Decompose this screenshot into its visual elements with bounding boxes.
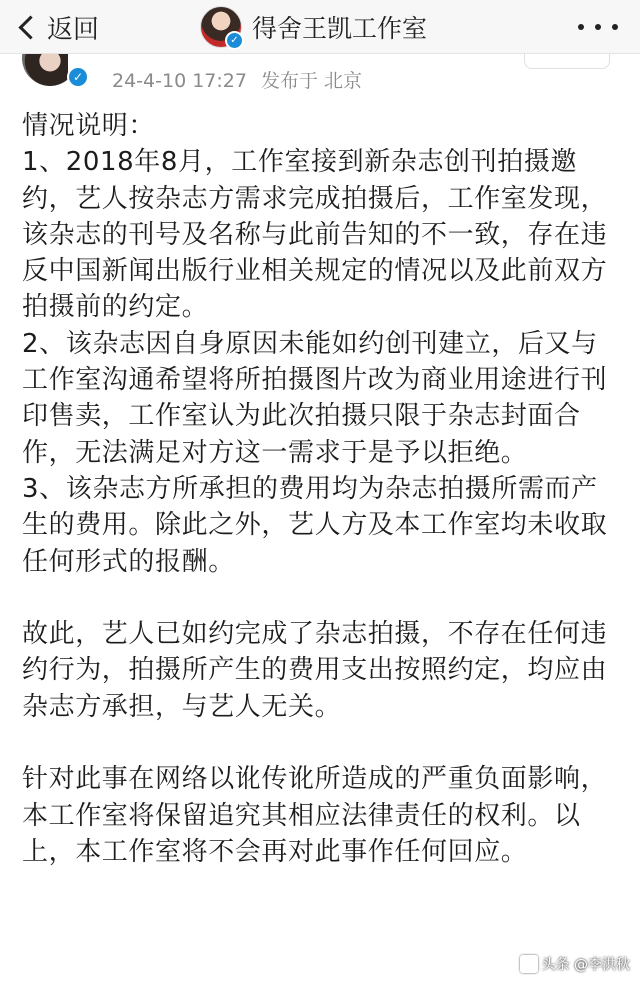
avatar-icon[interactable] xyxy=(200,6,242,48)
post-avatar[interactable] xyxy=(22,54,68,90)
post-date: 24-4-10 17:27 xyxy=(112,70,247,92)
post-body xyxy=(22,108,622,870)
more-dot-icon xyxy=(595,24,601,30)
chevron-left-icon xyxy=(18,15,42,39)
account-header[interactable] xyxy=(200,6,427,48)
post-heading: 情况说明： xyxy=(22,111,156,141)
post-location: 发布于 北京 xyxy=(260,70,362,92)
back-label: 返回 xyxy=(47,14,100,45)
toutiao-logo-icon xyxy=(520,955,538,973)
paragraph-3: 3、该杂志方所承担的费用均为杂志拍摄所需而产生的费用。除此之外，艺人方及本工作室均未收取任何形式的报酬。 xyxy=(22,473,608,577)
verified-badge-icon: ✓ xyxy=(225,31,244,50)
watermark-text: 头条 @李洪秋 xyxy=(541,957,630,973)
avatar-icon xyxy=(22,54,68,86)
back-button[interactable] xyxy=(14,8,99,46)
paragraph-4: 故此，艺人已如约完成了杂志拍摄，不存在任何违约行为，拍摄所产生的费用支出按照约定，均应由杂志方承担，与艺人无关。 xyxy=(22,619,608,722)
paragraph-1: 1、2018年8月，工作室接到新杂志创刊拍摄邀约，艺人按杂志方需求完成拍摄后，工作室发现，该杂志的刊号及名称与此前告知的不一致，存在违反中国新闻出版行业相关规定的情况以及此前双方拍摄前的约定。 xyxy=(22,147,608,323)
paragraph-2: 2、该杂志因自身原因未能如约创刊建立，后又与工作室沟通希望将所拍摄图片改为商业用途进行刊印售卖，工作室认为此次拍摄只限于杂志封面合作，无法满足对方这一需求于是予以拒绝。 xyxy=(22,328,608,468)
follow-button[interactable] xyxy=(524,54,610,69)
watermark xyxy=(520,954,630,974)
verified-badge-icon: ✓ xyxy=(67,66,89,88)
account-name[interactable]: 得舍王凯工作室 xyxy=(252,14,428,43)
more-dot-icon xyxy=(578,24,584,30)
paragraph-gap xyxy=(22,725,622,761)
post-meta xyxy=(112,66,376,93)
more-dot-icon xyxy=(612,24,618,30)
more-options-button[interactable] xyxy=(578,12,618,42)
paragraph-gap xyxy=(22,580,622,616)
top-nav-bar xyxy=(0,0,640,54)
paragraph-5: 针对此事在网络以讹传讹所造成的严重负面影响，本工作室将保留追究其相应法律责任的权利。以上，本工作室将不会再对此事作任何回应。 xyxy=(22,764,608,867)
